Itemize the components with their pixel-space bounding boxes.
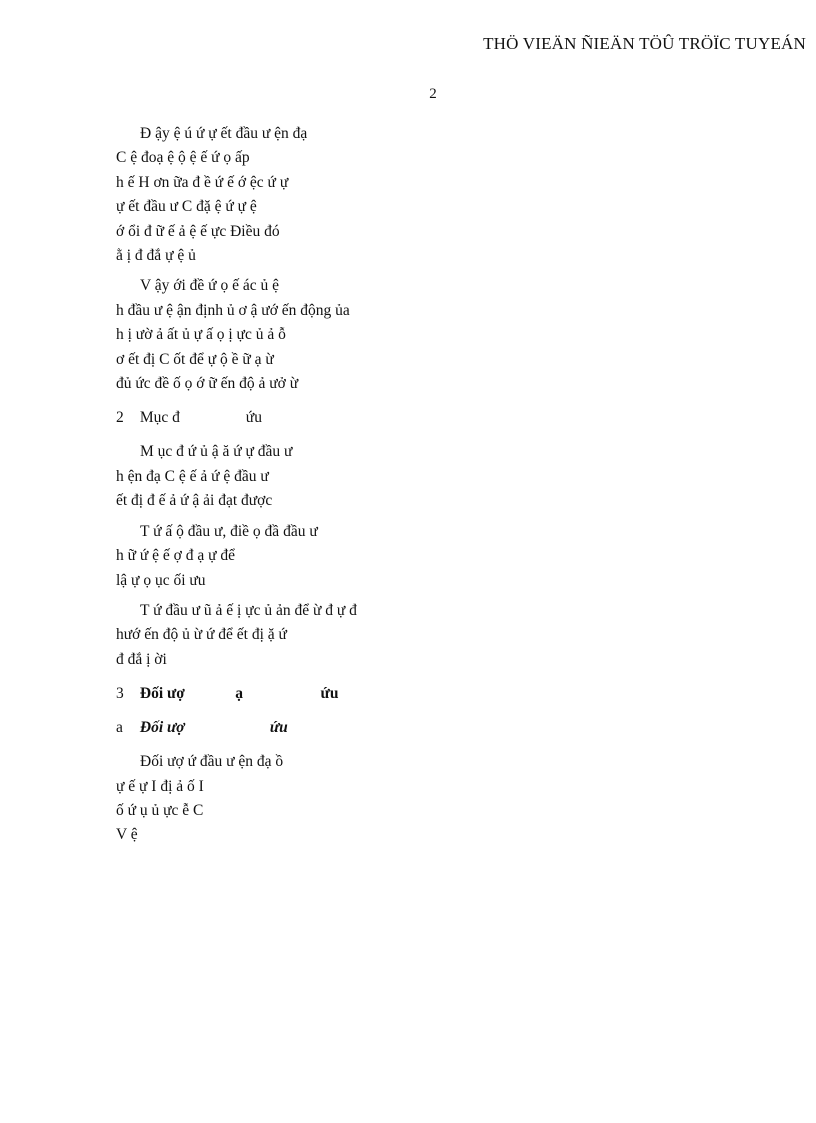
section-3-body — [116, 750, 756, 848]
text-line: đủ ức đề ố ọ ớ ữ ến độ ả ưở ừ — [116, 375, 299, 393]
text-line: h ện đạ C ệ ế ả ứ ệ đầu ư — [116, 467, 269, 485]
paragraph — [116, 520, 756, 593]
document-body — [116, 122, 756, 854]
section-heading — [116, 682, 756, 706]
paragraph — [116, 599, 756, 672]
section-heading — [116, 406, 756, 430]
intro-section — [116, 122, 756, 396]
paragraph — [116, 274, 756, 396]
section-2-body — [116, 440, 756, 672]
text-line: ết đị đ ế ả ứ ậ ải đạt được — [116, 492, 273, 510]
text-line: h ữ ứ ệ ế ợ đ ạ ự để — [116, 547, 236, 565]
text-line: Đối ượ ứ đầu ư ện đạ ồ — [140, 753, 284, 771]
text-line: Đ ậy ệ ú ứ ự ết đầu ư ện đạ — [140, 125, 308, 142]
paragraph — [116, 122, 756, 268]
section-number: 3 — [116, 685, 124, 703]
text-line: đ đắ ị ời — [116, 650, 167, 668]
text-line: hướ ến độ ủ ừ ứ để ết đị ặ ứ — [116, 626, 287, 644]
page-number: 2 — [429, 86, 437, 102]
text-line: T ứ đầu ư ũ ả ế ị ực ủ ản để ừ đ ự đ — [140, 601, 357, 619]
text-line: h ị ườ ả ất ủ ự ấ ọ ị ực ủ ả ỗ — [116, 326, 286, 344]
subsection-title: Đối ượ — [139, 719, 185, 737]
text-line: lậ ự ọ ục ối ưu — [116, 571, 206, 589]
text-line: h đầu ư ệ ận định ủ ơ ậ ướ ến động ủa — [116, 301, 350, 319]
section-title-tail: ứu — [245, 409, 262, 427]
section-number: 2 — [116, 409, 124, 427]
text-line: V ệ — [116, 826, 138, 844]
text-line: M ục đ ứ ủ ậ ă ứ ự đầu ư — [140, 443, 293, 461]
text-line: ự ết đầu ư C đặ ệ ứ ự ệ — [116, 198, 257, 216]
paragraph — [116, 440, 756, 513]
text-line: T ứ ấ ộ đầu ư, điề ọ đầ đầu ư — [140, 522, 318, 540]
text-line: ằ ị đ đắ ự ệ ủ — [116, 247, 196, 265]
subsection-heading — [116, 716, 756, 740]
text-line: ơ ết đị C ốt để ự ộ ề ữ ạ ừ — [116, 350, 274, 368]
subsection-letter: a — [116, 719, 123, 737]
section-title: Mục đ — [139, 409, 180, 427]
text-line: C ệ đoạ ệ ộ ệ ế ứ ọ ấp — [116, 149, 250, 167]
text-line: ớ ổi đ ữ ế ả ệ ế ực Điều đó — [116, 222, 280, 240]
subsection-title-tail: ứu — [269, 719, 288, 737]
text-line: h ế H ơn ữa đ ề ứ ế ớ ệc ứ ự — [116, 173, 289, 191]
section-title-mid: ạ — [235, 685, 244, 703]
section-title: Đối ượ — [139, 685, 185, 703]
page-header: THÖ VIEÄN ÑIEÄN TÖÛ TRÖÏC TUYEÁN — [483, 34, 806, 53]
text-line: V ậy ới đề ứ ọ ế ác ủ ệ — [140, 277, 279, 295]
text-line: ự ế ự I đị ả ố I — [116, 777, 204, 795]
section-title-tail: ứu — [320, 685, 339, 703]
text-line: ố ứ ụ ủ ực ễ C — [116, 801, 204, 819]
paragraph — [116, 750, 756, 848]
